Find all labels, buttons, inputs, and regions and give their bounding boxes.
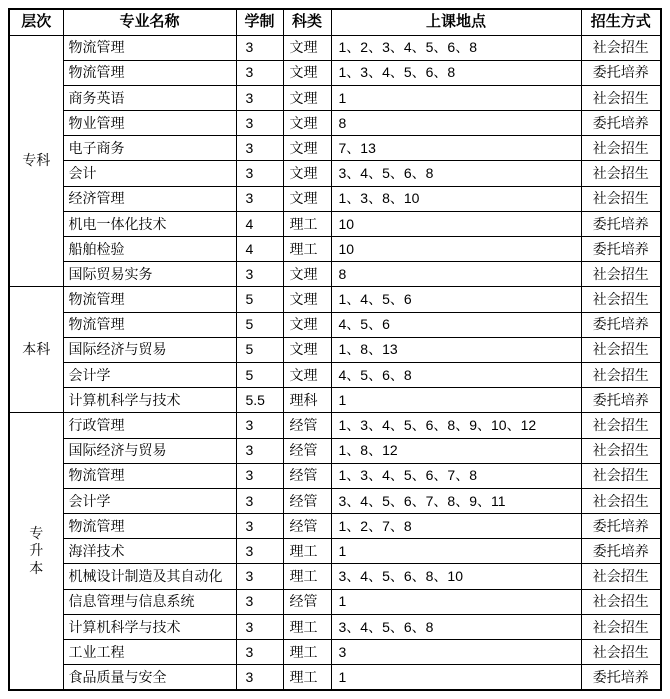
cell-category: 经管 bbox=[283, 488, 331, 513]
cell-locations: 4、5、6、8 bbox=[331, 362, 581, 387]
cell-major: 物业管理 bbox=[63, 111, 236, 136]
cell-years: 3 bbox=[236, 35, 283, 60]
cell-locations: 4、5、6 bbox=[331, 312, 581, 337]
table-row bbox=[9, 60, 661, 85]
table-row bbox=[9, 589, 661, 614]
table-row bbox=[9, 614, 661, 639]
cell-locations: 1、8、13 bbox=[331, 337, 581, 362]
cell-method: 社会招生 bbox=[581, 413, 661, 438]
cell-category: 理工 bbox=[283, 211, 331, 236]
cell-locations: 3、4、5、6、7、8、9、11 bbox=[331, 488, 581, 513]
cell-category: 文理 bbox=[283, 60, 331, 85]
cell-locations: 1、3、4、5、6、7、8 bbox=[331, 463, 581, 488]
cell-category: 理科 bbox=[283, 388, 331, 413]
cell-locations: 8 bbox=[331, 262, 581, 287]
cell-major: 会计 bbox=[63, 161, 236, 186]
table-row bbox=[9, 362, 661, 387]
cell-category: 文理 bbox=[283, 312, 331, 337]
cell-locations: 3、4、5、6、8、10 bbox=[331, 564, 581, 589]
table-row bbox=[9, 413, 661, 438]
table-row bbox=[9, 35, 661, 60]
cell-locations: 7、13 bbox=[331, 136, 581, 161]
cell-years: 5 bbox=[236, 312, 283, 337]
cell-years: 5 bbox=[236, 362, 283, 387]
cell-years: 3 bbox=[236, 665, 283, 690]
cell-locations: 1、3、4、5、6、8 bbox=[331, 60, 581, 85]
cell-major: 信息管理与信息系统 bbox=[63, 589, 236, 614]
cell-major: 物流管理 bbox=[63, 463, 236, 488]
table-row bbox=[9, 237, 661, 262]
column-header-4: 上课地点 bbox=[331, 9, 581, 35]
cell-locations: 1、2、3、4、5、6、8 bbox=[331, 35, 581, 60]
cell-major: 机电一体化技术 bbox=[63, 211, 236, 236]
cell-method: 社会招生 bbox=[581, 35, 661, 60]
cell-method: 委托培养 bbox=[581, 665, 661, 690]
table-row bbox=[9, 136, 661, 161]
cell-locations: 1、2、7、8 bbox=[331, 514, 581, 539]
cell-years: 3 bbox=[236, 136, 283, 161]
cell-method: 社会招生 bbox=[581, 614, 661, 639]
cell-major: 会计学 bbox=[63, 488, 236, 513]
table-body bbox=[9, 35, 661, 690]
column-header-2: 学制 bbox=[236, 9, 283, 35]
cell-years: 4 bbox=[236, 237, 283, 262]
cell-method: 社会招生 bbox=[581, 161, 661, 186]
column-header-0: 层次 bbox=[9, 9, 63, 35]
cell-major: 物流管理 bbox=[63, 514, 236, 539]
cell-category: 理工 bbox=[283, 564, 331, 589]
cell-category: 文理 bbox=[283, 337, 331, 362]
cell-years: 3 bbox=[236, 60, 283, 85]
cell-method: 委托培养 bbox=[581, 312, 661, 337]
cell-locations: 10 bbox=[331, 237, 581, 262]
table-row bbox=[9, 438, 661, 463]
cell-category: 文理 bbox=[283, 262, 331, 287]
cell-major: 行政管理 bbox=[63, 413, 236, 438]
table-row bbox=[9, 312, 661, 337]
cell-category: 文理 bbox=[283, 161, 331, 186]
cell-major: 国际贸易实务 bbox=[63, 262, 236, 287]
column-header-3: 科类 bbox=[283, 9, 331, 35]
cell-locations: 3、4、5、6、8 bbox=[331, 614, 581, 639]
cell-locations: 1、3、4、5、6、8、9、10、12 bbox=[331, 413, 581, 438]
table-row bbox=[9, 665, 661, 690]
cell-major: 物流管理 bbox=[63, 35, 236, 60]
level-cell: 本科 bbox=[9, 287, 63, 413]
cell-category: 经管 bbox=[283, 413, 331, 438]
cell-major: 物流管理 bbox=[63, 287, 236, 312]
cell-years: 3 bbox=[236, 413, 283, 438]
cell-years: 3 bbox=[236, 463, 283, 488]
cell-category: 经管 bbox=[283, 438, 331, 463]
cell-method: 委托培养 bbox=[581, 211, 661, 236]
cell-method: 社会招生 bbox=[581, 589, 661, 614]
cell-method: 社会招生 bbox=[581, 564, 661, 589]
cell-years: 3 bbox=[236, 161, 283, 186]
cell-category: 经管 bbox=[283, 463, 331, 488]
cell-method: 社会招生 bbox=[581, 463, 661, 488]
cell-category: 理工 bbox=[283, 640, 331, 665]
cell-method: 社会招生 bbox=[581, 438, 661, 463]
cell-years: 3 bbox=[236, 514, 283, 539]
table-row bbox=[9, 186, 661, 211]
cell-major: 商务英语 bbox=[63, 85, 236, 110]
cell-locations: 3 bbox=[331, 640, 581, 665]
cell-method: 社会招生 bbox=[581, 362, 661, 387]
table-row bbox=[9, 85, 661, 110]
cell-major: 机械设计制造及其自动化 bbox=[63, 564, 236, 589]
cell-category: 经管 bbox=[283, 589, 331, 614]
cell-years: 3 bbox=[236, 614, 283, 639]
column-header-5: 招生方式 bbox=[581, 9, 661, 35]
header-row bbox=[9, 9, 661, 35]
cell-major: 会计学 bbox=[63, 362, 236, 387]
cell-locations: 1、3、8、10 bbox=[331, 186, 581, 211]
cell-category: 文理 bbox=[283, 362, 331, 387]
cell-major: 经济管理 bbox=[63, 186, 236, 211]
table-row bbox=[9, 211, 661, 236]
cell-category: 理工 bbox=[283, 614, 331, 639]
cell-method: 社会招生 bbox=[581, 640, 661, 665]
cell-method: 委托培养 bbox=[581, 111, 661, 136]
table-row bbox=[9, 463, 661, 488]
cell-major: 电子商务 bbox=[63, 136, 236, 161]
cell-major: 计算机科学与技术 bbox=[63, 614, 236, 639]
cell-major: 食品质量与安全 bbox=[63, 665, 236, 690]
programs-table bbox=[8, 8, 662, 691]
cell-category: 文理 bbox=[283, 111, 331, 136]
cell-years: 4 bbox=[236, 211, 283, 236]
cell-years: 3 bbox=[236, 589, 283, 614]
cell-years: 3 bbox=[236, 85, 283, 110]
cell-locations: 1 bbox=[331, 539, 581, 564]
table-row bbox=[9, 262, 661, 287]
cell-method: 委托培养 bbox=[581, 388, 661, 413]
cell-locations: 1、8、12 bbox=[331, 438, 581, 463]
cell-major: 物流管理 bbox=[63, 312, 236, 337]
level-cell: 专科 bbox=[9, 35, 63, 287]
cell-major: 国际经济与贸易 bbox=[63, 438, 236, 463]
cell-category: 文理 bbox=[283, 85, 331, 110]
cell-years: 5 bbox=[236, 287, 283, 312]
table-row bbox=[9, 514, 661, 539]
cell-locations: 3、4、5、6、8 bbox=[331, 161, 581, 186]
table-row bbox=[9, 488, 661, 513]
table-row bbox=[9, 161, 661, 186]
cell-major: 计算机科学与技术 bbox=[63, 388, 236, 413]
cell-major: 物流管理 bbox=[63, 60, 236, 85]
cell-category: 理工 bbox=[283, 237, 331, 262]
cell-method: 委托培养 bbox=[581, 237, 661, 262]
cell-years: 3 bbox=[236, 438, 283, 463]
cell-category: 理工 bbox=[283, 665, 331, 690]
cell-years: 3 bbox=[236, 111, 283, 136]
cell-method: 社会招生 bbox=[581, 136, 661, 161]
column-header-1: 专业名称 bbox=[63, 9, 236, 35]
level-cell: 专 升 本 bbox=[9, 413, 63, 690]
cell-category: 经管 bbox=[283, 514, 331, 539]
cell-locations: 1 bbox=[331, 85, 581, 110]
cell-years: 3 bbox=[236, 186, 283, 211]
cell-method: 委托培养 bbox=[581, 539, 661, 564]
cell-major: 国际经济与贸易 bbox=[63, 337, 236, 362]
table-row bbox=[9, 337, 661, 362]
table-row bbox=[9, 388, 661, 413]
cell-method: 社会招生 bbox=[581, 262, 661, 287]
cell-method: 委托培养 bbox=[581, 60, 661, 85]
table-row bbox=[9, 564, 661, 589]
cell-major: 海洋技术 bbox=[63, 539, 236, 564]
programs-table-wrap bbox=[8, 8, 662, 691]
table-row bbox=[9, 640, 661, 665]
cell-category: 文理 bbox=[283, 35, 331, 60]
table-row bbox=[9, 111, 661, 136]
cell-years: 3 bbox=[236, 539, 283, 564]
cell-major: 船舶检验 bbox=[63, 237, 236, 262]
cell-years: 3 bbox=[236, 640, 283, 665]
cell-method: 社会招生 bbox=[581, 287, 661, 312]
cell-method: 社会招生 bbox=[581, 337, 661, 362]
cell-category: 文理 bbox=[283, 186, 331, 211]
cell-years: 5.5 bbox=[236, 388, 283, 413]
cell-years: 3 bbox=[236, 262, 283, 287]
cell-major: 工业工程 bbox=[63, 640, 236, 665]
cell-years: 3 bbox=[236, 564, 283, 589]
cell-category: 理工 bbox=[283, 539, 331, 564]
cell-method: 社会招生 bbox=[581, 488, 661, 513]
cell-locations: 1、4、5、6 bbox=[331, 287, 581, 312]
cell-category: 文理 bbox=[283, 287, 331, 312]
cell-method: 社会招生 bbox=[581, 85, 661, 110]
cell-years: 5 bbox=[236, 337, 283, 362]
table-row bbox=[9, 539, 661, 564]
cell-locations: 10 bbox=[331, 211, 581, 236]
cell-method: 委托培养 bbox=[581, 514, 661, 539]
table-header bbox=[9, 9, 661, 35]
cell-locations: 1 bbox=[331, 388, 581, 413]
table-row bbox=[9, 287, 661, 312]
cell-category: 文理 bbox=[283, 136, 331, 161]
cell-years: 3 bbox=[236, 488, 283, 513]
cell-locations: 8 bbox=[331, 111, 581, 136]
cell-locations: 1 bbox=[331, 665, 581, 690]
cell-method: 社会招生 bbox=[581, 186, 661, 211]
cell-locations: 1 bbox=[331, 589, 581, 614]
